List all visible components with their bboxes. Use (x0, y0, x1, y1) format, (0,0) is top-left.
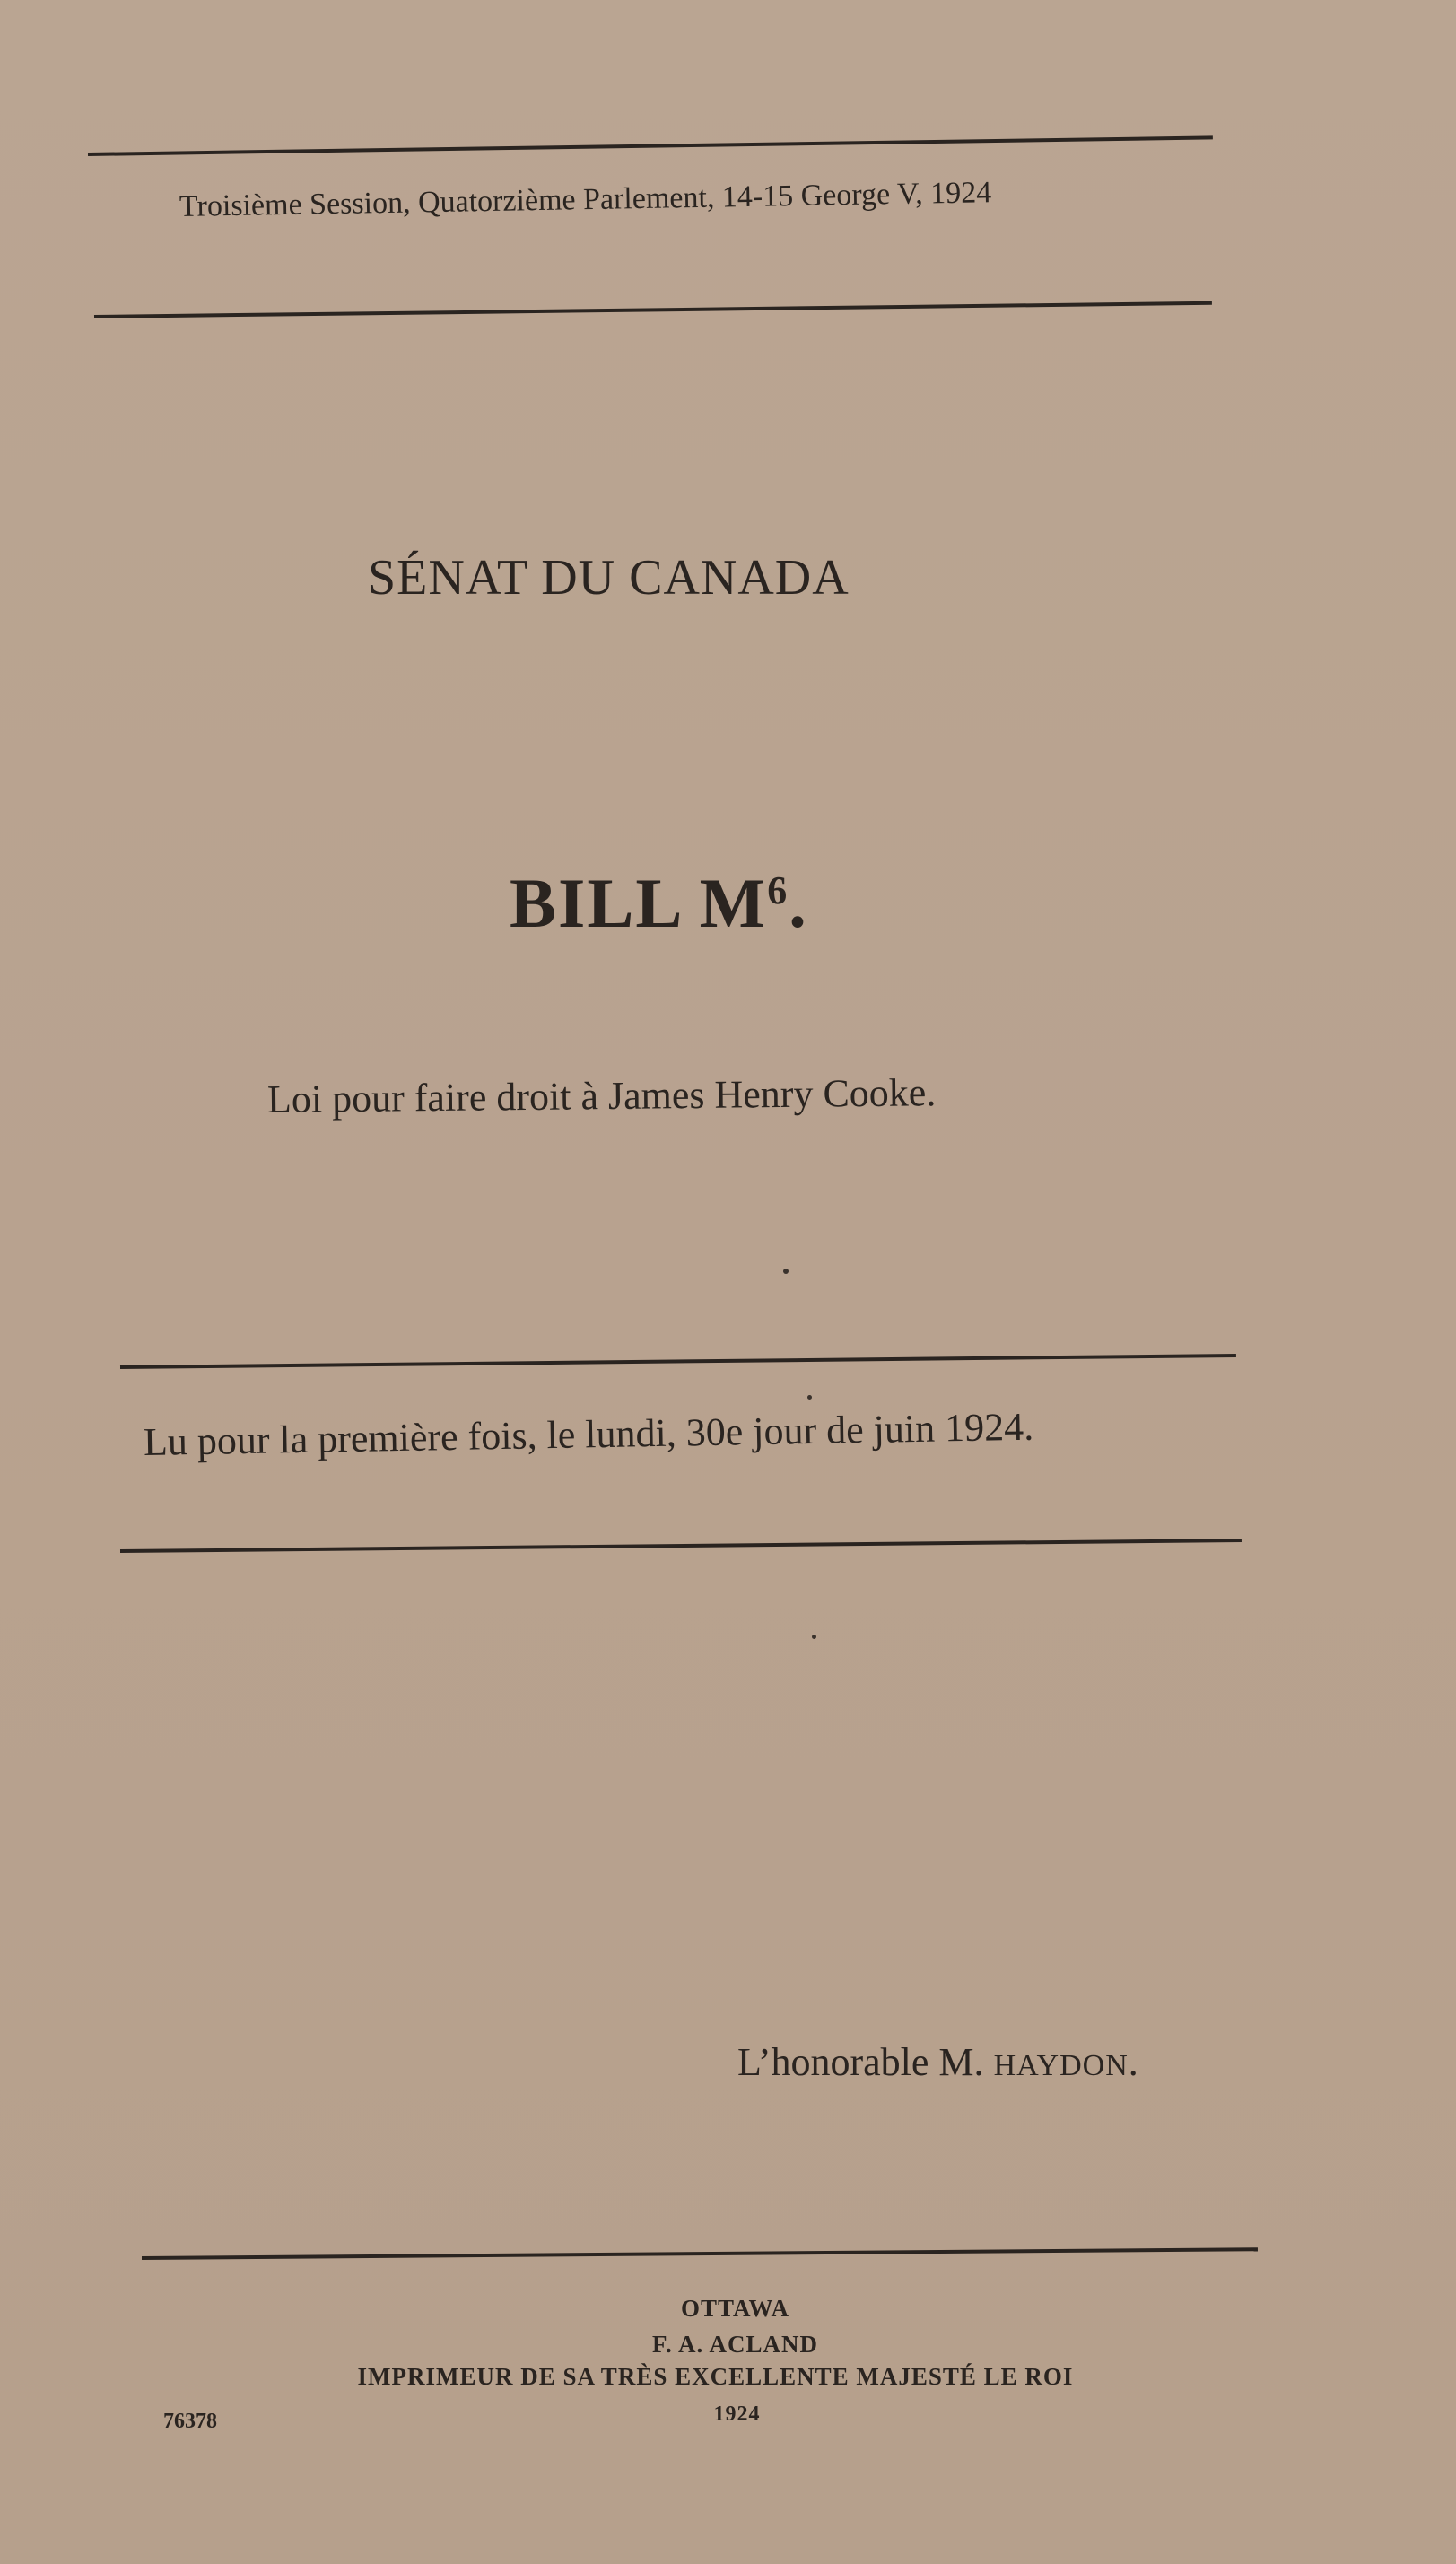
imprint-printer: F. A. ACLAND (651, 2331, 819, 2358)
first-reading-line: Lu pour la première fois, le lundi, 30e jour de juin 1924. (143, 1404, 1034, 1464)
session-line: Troisième Session, Quatorzième Parlement, 14-15 George V, 1924 (179, 176, 992, 223)
bill-title (510, 863, 808, 944)
bill-superscript: 6 (767, 868, 789, 912)
bill-suffix: . (789, 864, 808, 942)
sponsor-line (737, 2039, 1138, 2085)
ink-speck (807, 1395, 812, 1400)
sponsor-suffix: . (1128, 2040, 1138, 2084)
bill-purpose: Loi pour faire droit à James Henry Cooke. (266, 1070, 937, 1121)
imprint-printer-title: IMPRIMEUR DE SA TRÈS EXCELLENTE MAJESTÉ LE ROI (357, 2363, 1074, 2390)
sponsor-prefix: L’honorable M. (737, 2040, 994, 2084)
imprint-year: 1924 (713, 2403, 761, 2426)
bottom-rule (142, 2247, 1258, 2260)
sponsor-name: HAYDON (993, 2049, 1129, 2082)
middle-rule-2 (120, 1539, 1242, 1553)
senate-heading: SÉNAT DU CANADA (368, 550, 850, 606)
ink-speck (812, 1635, 816, 1639)
ink-speck (783, 1269, 789, 1274)
bill-prefix: BILL M (510, 864, 768, 942)
document-code: 76378 (163, 2410, 217, 2433)
top-rule-1 (88, 135, 1213, 156)
imprint-city: OTTAWA (680, 2295, 790, 2322)
top-rule-2 (94, 301, 1212, 318)
middle-rule-1 (120, 1354, 1236, 1369)
